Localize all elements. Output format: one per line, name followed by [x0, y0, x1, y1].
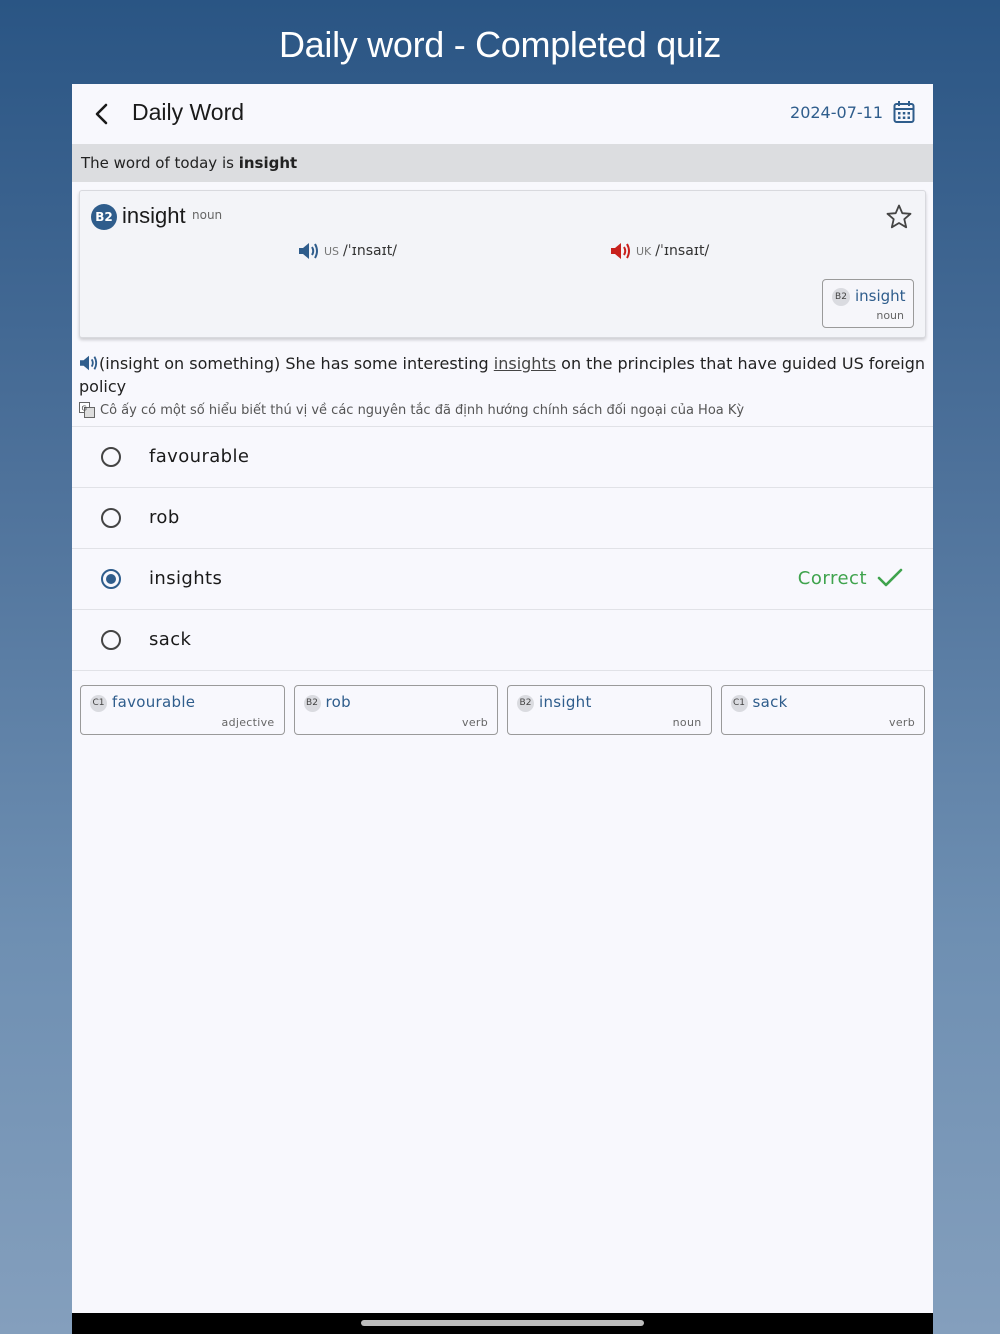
page-title: Daily Word: [132, 99, 245, 125]
chip-pos: verb: [462, 716, 488, 729]
example-sentence: [72, 338, 933, 398]
chip-pos: verb: [889, 716, 915, 729]
chip-word: insight: [855, 287, 906, 305]
option-label: insights: [149, 568, 223, 589]
us-ipa: /ˈɪnsaɪt/: [343, 243, 397, 259]
quiz-options: [72, 426, 933, 671]
option-label: favourable: [149, 446, 250, 467]
chip-level-badge: B2: [832, 288, 850, 306]
calendar-icon: [893, 100, 915, 124]
translation-text: Cô ấy có một số hiểu biết thú vị về các nguyên tắc đã định hướng chính sách đối ngoại của Hoa Kỳ: [100, 402, 745, 418]
chip-word: insight: [539, 693, 592, 711]
star-favorite-icon[interactable]: [885, 203, 913, 231]
chip-pos: adjective: [221, 716, 275, 729]
speaker-icon[interactable]: [79, 354, 99, 372]
example-highlight: insights: [493, 354, 557, 373]
us-pronunciation[interactable]: [298, 241, 397, 261]
option-word-chips: [72, 671, 933, 735]
checkmark-icon: [877, 567, 903, 589]
word-chip-sack[interactable]: [721, 685, 926, 735]
word-of-today-banner: [72, 144, 933, 182]
chip-level-badge: B2: [304, 695, 321, 712]
back-arrow-icon[interactable]: [92, 102, 112, 126]
result-text: Correct: [797, 567, 867, 589]
uk-region-label: UK: [636, 244, 652, 258]
word-card: [79, 190, 926, 338]
word-chip-favourable[interactable]: [80, 685, 285, 735]
chip-word: favourable: [112, 693, 196, 711]
quiz-option[interactable]: [72, 610, 933, 671]
app-bar: [72, 84, 933, 144]
speaker-icon: [610, 241, 632, 261]
example-text-before: (insight on something) She has some interesting: [99, 354, 489, 373]
screenshot-caption: Daily word - Completed quiz: [278, 24, 722, 65]
chip-level-badge: C1: [90, 695, 107, 712]
radio-button-selected[interactable]: [101, 569, 121, 589]
banner-word: insight: [238, 154, 298, 172]
radio-button[interactable]: [101, 630, 121, 650]
example-text-after: on the principles that have guided US foreign policy: [79, 354, 926, 396]
home-indicator[interactable]: [361, 1320, 644, 1326]
correct-indicator: [798, 567, 903, 589]
chip-word: rob: [325, 693, 351, 711]
radio-button[interactable]: [101, 508, 121, 528]
date-picker-button[interactable]: [790, 100, 915, 124]
word-chip-insight[interactable]: [507, 685, 712, 735]
chip-pos: noun: [876, 309, 904, 322]
option-label: sack: [149, 629, 192, 650]
app-window: [72, 84, 933, 1334]
quiz-option[interactable]: [72, 427, 933, 488]
radio-button[interactable]: [101, 447, 121, 467]
home-indicator-area: [72, 1313, 933, 1334]
banner-prefix: The word of today is: [81, 154, 234, 172]
us-region-label: US: [324, 244, 340, 258]
chip-level-badge: B2: [517, 695, 534, 712]
translate-icon: [79, 402, 95, 418]
uk-pronunciation[interactable]: [610, 241, 709, 261]
headword: insight: [122, 203, 186, 228]
uk-ipa: /ˈɪnsaɪt/: [655, 243, 710, 259]
word-chip-rob[interactable]: [294, 685, 499, 735]
part-of-speech: noun: [192, 208, 223, 222]
chip-level-badge: C1: [731, 695, 748, 712]
word-chip-insight[interactable]: [822, 279, 914, 328]
speaker-icon: [298, 241, 320, 261]
current-date: 2024-07-11: [790, 102, 883, 122]
svg-text:G: G: [81, 404, 87, 413]
level-badge: B2: [91, 204, 117, 230]
option-label: rob: [149, 507, 180, 528]
quiz-option[interactable]: [72, 488, 933, 549]
chip-pos: noun: [672, 716, 702, 729]
quiz-option[interactable]: [72, 549, 933, 610]
example-translation: [72, 398, 933, 426]
chip-word: sack: [752, 693, 788, 711]
